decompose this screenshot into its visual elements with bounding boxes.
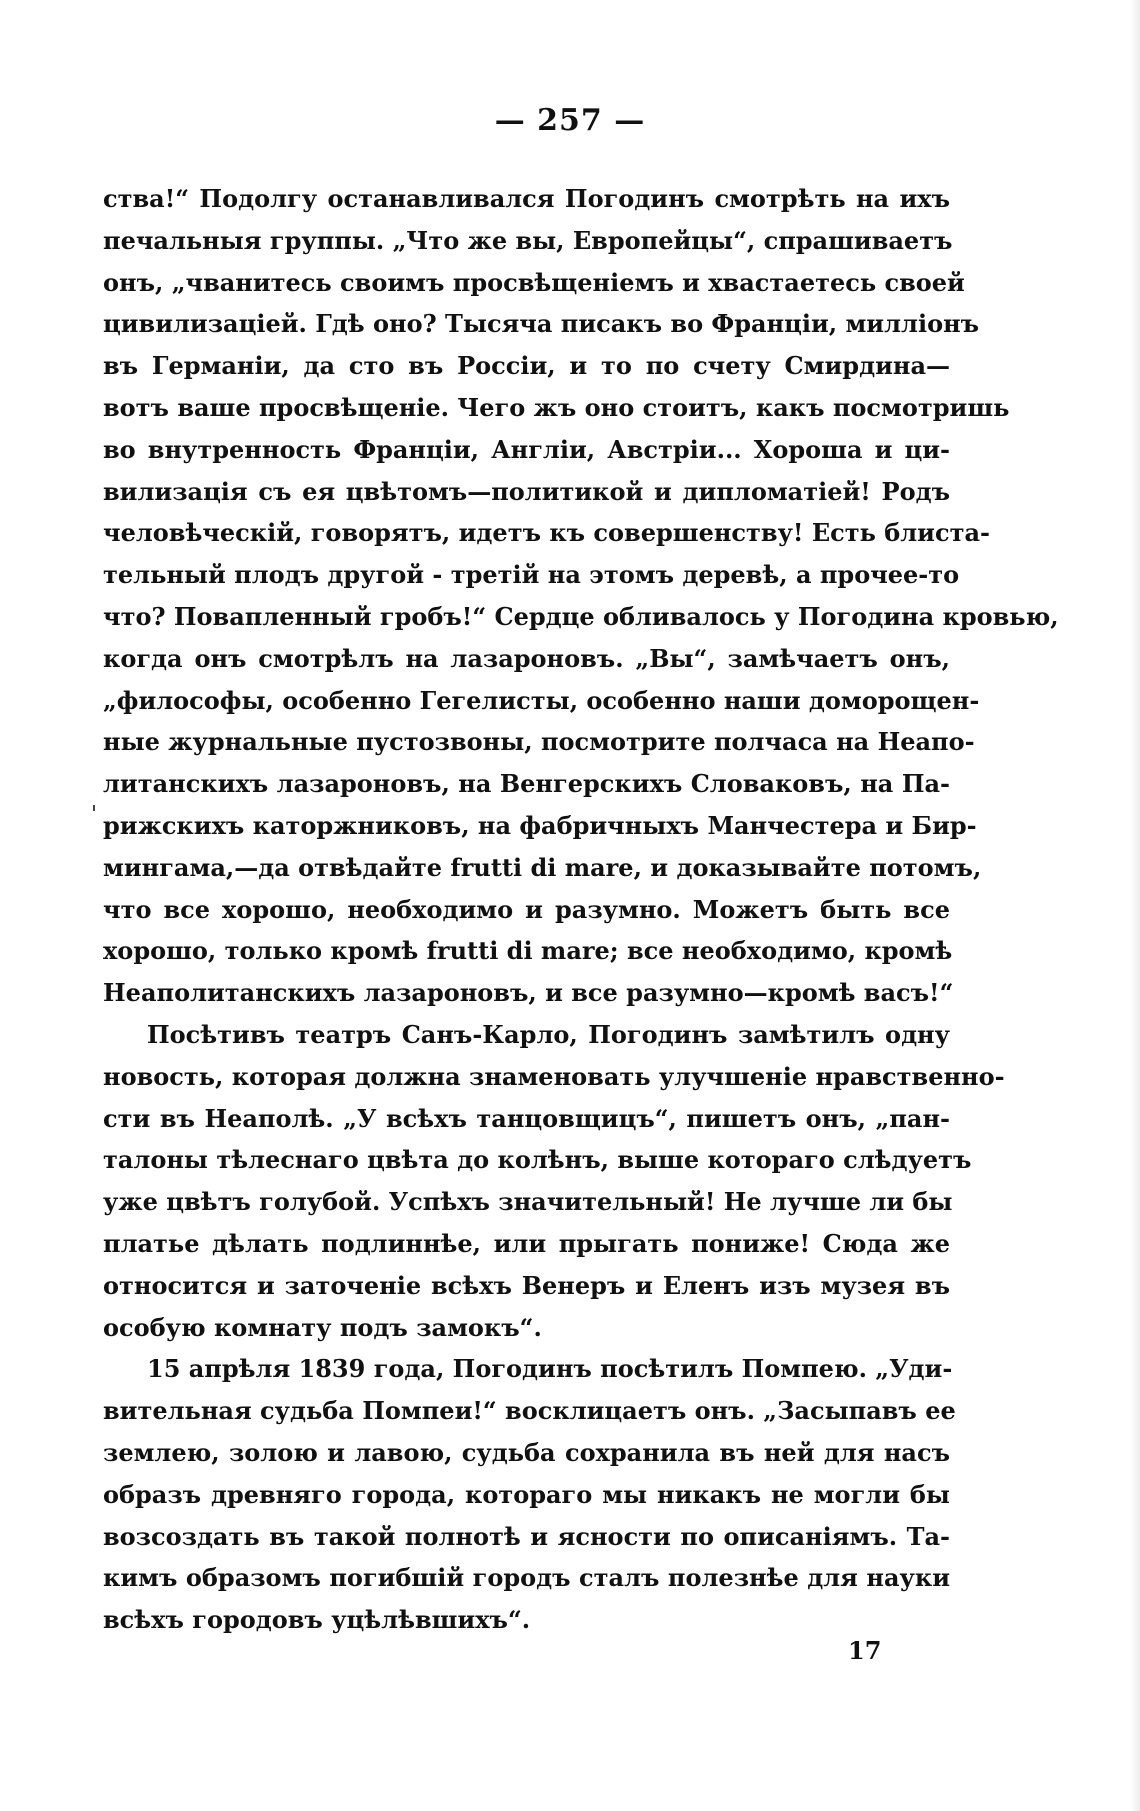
text-line: особую комнату подъ замокъ“. bbox=[103, 1312, 542, 1342]
text-line: печальныя группы. „Что же вы, Европейцы“, спрашиваетъ bbox=[103, 225, 953, 255]
signature-mark: 17 bbox=[848, 1636, 882, 1665]
text-line: возсоздать въ такой полнотѣ и ясности по описаніямъ. Та- bbox=[103, 1521, 950, 1551]
text-line: платье дѣлать подлиннѣе, или прыгать пониже! Сюда же bbox=[103, 1228, 950, 1258]
text-line: ные журнальные пустозвоны, посмотрите полчаса на Неапо- bbox=[103, 727, 975, 757]
scan-artifact bbox=[93, 805, 95, 811]
text-line: новость, которая должна знаменовать улучшеніе нравственно- bbox=[103, 1061, 1005, 1091]
text-line: ства!“ Подолгу останавливался Погодинъ смотрѣть на ихъ bbox=[103, 184, 950, 213]
text-line: вительная судьба Помпеи!“ восклицаетъ онъ. „Засыпавъ ее bbox=[103, 1396, 956, 1426]
text-line: тельный плодъ другой - третій на этомъ деревѣ, а прочее-то bbox=[103, 560, 960, 590]
text-line: кимъ образомъ погибшій городъ сталъ полезнѣе для науки bbox=[103, 1563, 950, 1593]
text-line: хорошо, только кромѣ frutti di mare; все необходимо, кромѣ bbox=[103, 936, 953, 966]
text-line: литанскихъ лазароновъ, на Венгерскихъ Словаковъ, на Па- bbox=[103, 769, 950, 799]
text-line: цивилизаціей. Гдѣ оно? Тысяча писакъ во Франціи, милліонъ bbox=[103, 309, 980, 339]
text-line: 15 апрѣля 1839 года, Погодинъ посѣтилъ Помпею. „Уди- bbox=[147, 1354, 953, 1384]
text-line: землею, золою и лавою, судьба сохранила въ ней для насъ bbox=[103, 1437, 950, 1467]
text-line: вилизація съ ея цвѣтомъ—политикой и дипломатіей! Родъ bbox=[103, 476, 950, 506]
text-line: въ Германіи, да сто въ Россіи, и то по счету Смирдина— bbox=[103, 351, 950, 381]
text-line: во внутренность Франціи, Англіи, Австріи... Хороша и ци- bbox=[103, 434, 950, 464]
text-line: образъ древняго города, котораго мы никакъ не могли бы bbox=[103, 1479, 950, 1509]
scan-edge bbox=[1130, 0, 1140, 1811]
text-line: Посѣтивъ театръ Санъ-Карло, Погодинъ замѣтилъ одну bbox=[147, 1019, 950, 1049]
text-line: когда онъ смотрѣлъ на лазароновъ. „Вы“, замѣчаетъ онъ, bbox=[103, 643, 950, 673]
text-line: „философы, особенно Гегелисты, особенно наши доморощен- bbox=[103, 685, 980, 715]
text-line: рижскихъ каторжниковъ, на фабричныхъ Манчестера и Бир- bbox=[103, 810, 977, 840]
text-line: мингама,—да отвѣдайте frutti di mare, и доказывайте потомъ, bbox=[103, 852, 982, 882]
text-line: всѣхъ городовъ уцѣлѣвшихъ“. bbox=[103, 1605, 531, 1635]
text-line: талоны тѣлеснаго цвѣта до колѣнъ, выше котораго слѣдуетъ bbox=[103, 1145, 972, 1175]
text-line: Неаполитанскихъ лазароновъ, и все разумно—кромѣ васъ!“ bbox=[103, 978, 954, 1008]
text-line: человѣческій, говорятъ, идетъ къ совершенству! Есть блиста- bbox=[103, 518, 990, 548]
body-text bbox=[103, 178, 1059, 1641]
text-line: что? Повапленный гробъ!“ Сердце обливалось у Погодина кровью, bbox=[103, 601, 1059, 631]
text-line: онъ, „чванитесь своимъ просвѣщеніемъ и хвастаетесь своей bbox=[103, 267, 965, 297]
text-line: уже цвѣтъ голубой. Успѣхъ значительный! Не лучше ли бы bbox=[103, 1187, 953, 1217]
text-line: вотъ ваше просвѣщеніе. Чего жъ оно стоитъ, какъ посмотришь bbox=[103, 392, 1010, 422]
text-line: что все хорошо, необходимо и разумно. Можетъ быть все bbox=[103, 894, 950, 924]
page-number: — 257 — bbox=[494, 103, 646, 138]
text-line: относится и заточеніе всѣхъ Венеръ и Еленъ изъ музея въ bbox=[103, 1270, 950, 1300]
text-line: сти въ Неаполѣ. „У всѣхъ танцовщицъ“, пишетъ онъ, „пан- bbox=[103, 1103, 950, 1133]
